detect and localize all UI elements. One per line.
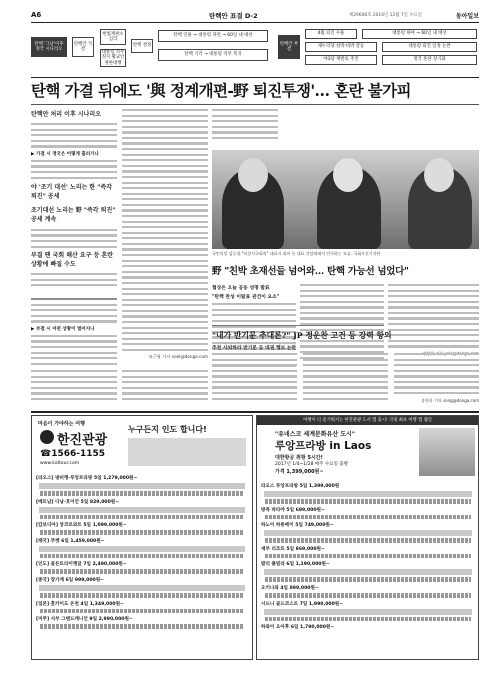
middle-kicker-2: "탄핵 찬성 이탈표 관건이 요소" <box>212 295 280 300</box>
flow-r-mid1: 새누리당 친박·비박 갈등 <box>305 42 377 52</box>
flow-upheld-box: 탄핵 인용 → 대통령 파면 → 60일 내 대선 <box>158 30 268 42</box>
flow-rejected-box: 탄핵 기각 → 대통령 직무 복귀 <box>158 49 268 61</box>
ad1-banner <box>128 438 246 466</box>
flow-title-box: 탄핵 '그날'이후 정국 시나리오 <box>31 37 67 57</box>
flow-rejected-title-box: 탄핵안 부결 <box>278 35 300 59</box>
flow-r-mid2: 대통령 퇴진 일정 논란 <box>382 42 477 52</box>
ad2-row: 방콕 파타야 5일 699,000원~ <box>261 507 325 513</box>
page-number: A6 <box>31 11 42 19</box>
headline-rule <box>31 104 479 105</box>
ad1-tagline: 마음이 가야하는 여행 <box>38 421 85 427</box>
ad2-title-b: 루앙프라방 in Laos <box>275 440 372 452</box>
left-subhead-1: 야 '조기 대선' 노리는 한 "즉각 퇴진" 공세 <box>31 183 113 200</box>
ad-hanjin <box>31 415 253 660</box>
flow-passed-box: 탄핵안 가결 <box>72 37 94 57</box>
ad1-row: [캄보디아] 앙코르와트 5일 1,099,000원~ <box>36 523 127 529</box>
jp-kicker: 추천 사퇴하라 반기문 등 대권 행보 논란 <box>212 346 297 351</box>
left-body-c <box>212 109 278 149</box>
flowchart-right <box>278 27 479 75</box>
left-question-2: ▶ 부결 시 어떤 상황이 벌어지나 <box>31 326 95 332</box>
flow-r-bot2: 정국 혼란 장기화 <box>382 55 477 65</box>
ad1-row: [인도] 골든트라이앵글 7일 2,490,000원~ <box>36 562 127 568</box>
face-2 <box>333 158 363 192</box>
page-header <box>31 10 479 22</box>
ad2-row: 오키나와 4일 899,000원~ <box>261 585 319 591</box>
left-question-1: ▶ 가결 시 정국은 어떻게 흘러가나 <box>31 151 99 157</box>
ad1-phone: ☎1566-1155 <box>40 449 106 459</box>
ad2-row: 시드니 골드코스트 7일 1,990,000원~ <box>261 601 344 607</box>
flow-suspend-box: 대통령 직무정지 황교안 권한대행 <box>101 50 125 66</box>
ad-rule <box>31 411 479 413</box>
ad2-temple-photo <box>419 428 475 476</box>
ad2-offer: 가격 1,399,000원~ <box>275 469 324 475</box>
ad2-title-a: "유네스코 세계문화유산 도시" <box>275 431 355 438</box>
jp-headline: "내가 반기문 추대론?" JP 정운찬 고건 등 강력 항의 <box>212 331 392 340</box>
ad1-row: [태국] 푸켓 6일 1,459,000원~ <box>36 538 105 544</box>
ad2-departure: 대한항공 취항 5시간! <box>275 455 323 461</box>
ad1-row: [중국] 장가계 6일 999,000원~ <box>36 577 105 583</box>
flowchart-left <box>31 27 271 75</box>
flow-r-bot1: 야3당 재발의 추진 <box>305 55 377 65</box>
ad1-promo: 누구든지 인도 합니다! <box>128 425 207 434</box>
face-1 <box>238 158 268 192</box>
flow-court-box: 헌법재판소 심리 <box>100 29 126 45</box>
issue-info: 제29648호 2016년 12월 7일 수요일 <box>349 13 423 18</box>
politicians-photo <box>212 150 479 249</box>
photo-caption-text: 국민의당 김동철·"비상시국회의" 대표자 회의 등 대표 간담회에서 인사하는 모습. <box>212 251 353 256</box>
jp-body <box>212 353 479 408</box>
paper-name: 동아일보 <box>455 13 479 20</box>
face-3 <box>424 158 454 192</box>
main-headline: 탄핵 가결 뒤에도 '與 정계개편-野 퇴진투쟁'… 혼란 불가피 <box>31 81 411 100</box>
ad1-row: [라오스] 방비엥·루앙프라방 5일 1,279,000원~ <box>36 476 138 481</box>
ad2-top-banner: 여행이 더 즐거워지는 한진관광 도서 앱 출시! 국내 최초 여행 앱 웹진 <box>257 416 478 425</box>
left-subhead-3: 부결 땐 국회 해산 요구 등 혼란 상황에 빠질 수도 <box>31 252 114 269</box>
header-rule <box>31 22 479 23</box>
ad-luangprabang <box>256 415 479 660</box>
ad2-row: 라오스 루앙프라방 5일 1,399,000원 <box>261 484 340 489</box>
ad1-url: www.kaltour.com <box>40 461 80 466</box>
sub-headline: 野 "친박 초재선들 넘어와… 탄핵 가능선 넘었다" <box>212 266 409 277</box>
ad2-row: 하노이 하롱베이 5일 749,000원~ <box>261 523 334 529</box>
left-byline: 유근형 기자 noel@donga.com <box>148 354 208 360</box>
photo-credit: 국회사진기자단 <box>353 251 381 256</box>
middle-kicker-1: 협상은 오늘 공동 성명 발표 <box>212 286 270 291</box>
mid-rule <box>212 325 384 326</box>
ad1-brand: 한진관광 <box>57 433 108 448</box>
left-column <box>31 109 117 296</box>
ad1-logo-icon <box>40 430 54 444</box>
ad1-list <box>36 472 248 631</box>
ad1-row: [일본] 홋카이도 온천 4일 1,349,000원~ <box>36 601 124 607</box>
ad1-row: [베트남] 다낭·호이안 5일 829,000원~ <box>36 499 120 505</box>
left-kicker: 탄핵안 처리 이후 시나리오 <box>31 111 102 118</box>
left-body-d <box>31 370 208 408</box>
left-body-b <box>122 109 208 368</box>
ad2-row: 발리 풀빌라 6일 1,190,000원~ <box>261 562 330 568</box>
ad2-row: 하와이 오아후 6일 1,790,000원~ <box>261 625 335 631</box>
jp-byline: 송찬욱 기자 song@donga.com <box>421 397 479 403</box>
ad2-date: 2017년 1/4~1/28 매주 수요일 출발 <box>275 462 349 467</box>
flow-r-top2: 대통령 하야 → 60일 내 대선 <box>362 29 477 39</box>
flow-decision-box: 탄핵 결정 <box>131 39 153 53</box>
left-subhead-2: 조기대선 노리는 野 "즉각 퇴진" 공세 계속 <box>31 206 116 223</box>
ad2-list <box>261 480 475 631</box>
left-body-a <box>31 298 117 368</box>
section-title: 탄핵안 표결 D-2 <box>209 12 258 20</box>
ad2-row: 세부 리조트 5일 869,000원~ <box>261 546 325 552</box>
flow-r-top1: 4월 퇴진 수용 <box>305 29 357 39</box>
photo-caption <box>212 251 479 263</box>
ad1-row: [미주] 서부 그랜드캐니언 9일 2,990,000원~ <box>36 617 133 623</box>
flow-rule <box>31 77 479 78</box>
